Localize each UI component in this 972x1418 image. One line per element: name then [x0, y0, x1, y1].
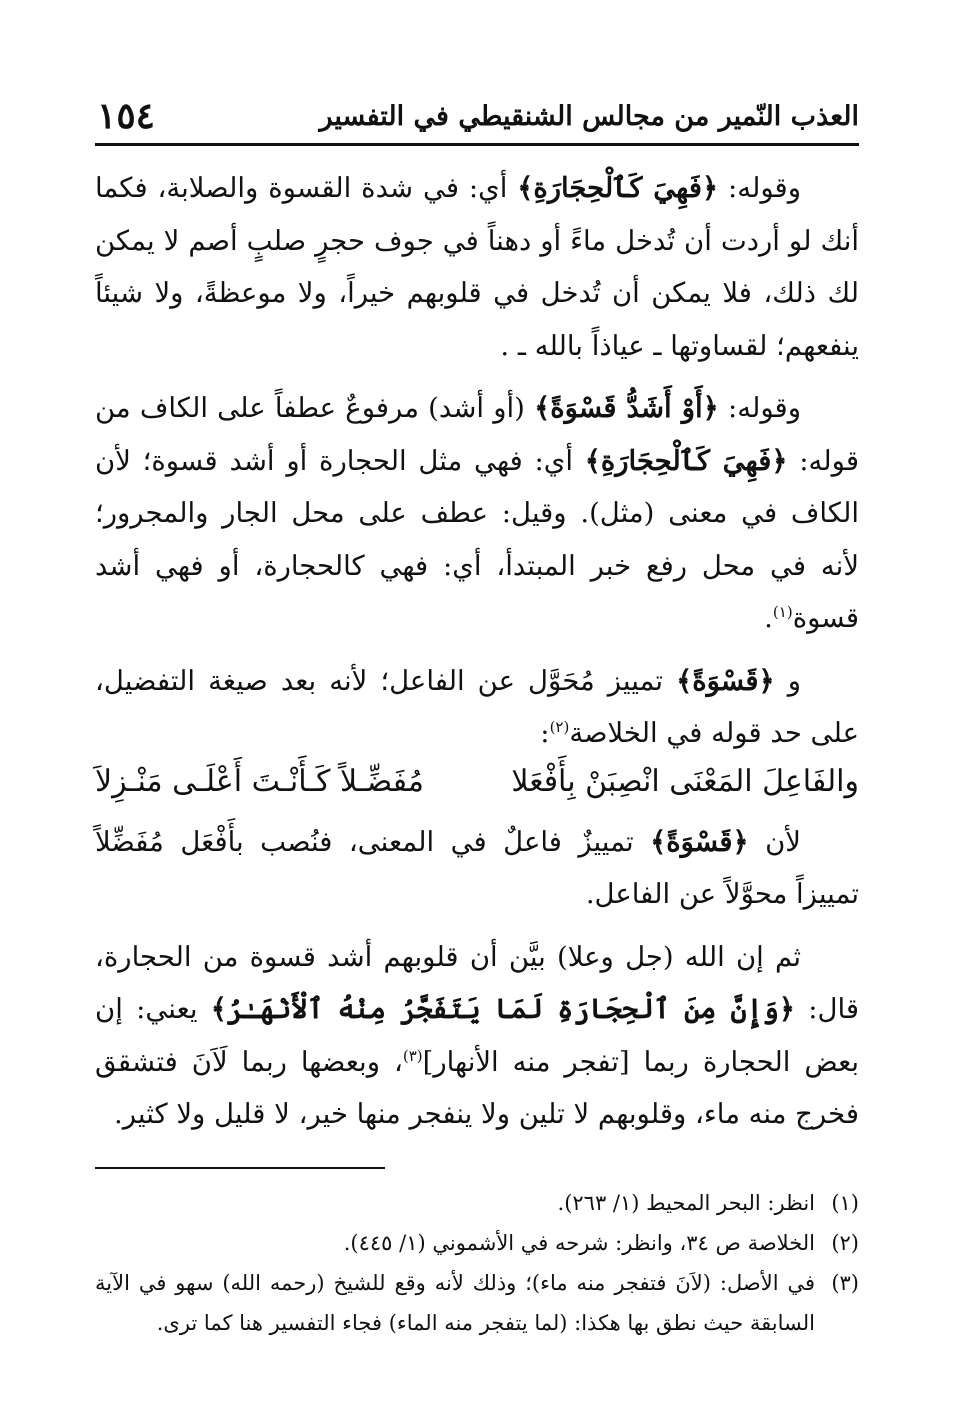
footnote-1	[95, 1183, 859, 1223]
text-run: :	[540, 717, 550, 749]
quran-quote: ﴿وَإِنَّ مِنَ ٱلْحِجَارَةِ لَمَا يَتَفَجَّرُ مِنْهُ ٱلْأَنْهَـٰرُ﴾	[210, 993, 795, 1025]
footnotes	[95, 1183, 859, 1343]
paragraph-1	[95, 162, 859, 372]
text-run: .	[764, 602, 773, 634]
text-run: وقوله:	[718, 172, 801, 204]
footnote-number: (٢)	[831, 1230, 859, 1255]
footnote-text: انظر: البحر المحيط (١/ ٢٦٣).	[557, 1190, 815, 1215]
verse-hemistich-second: مُفَضِّـلاً كَـأَنْـتَ أَعْلَـى مَنْـزِلاَ	[95, 763, 424, 799]
verse-hemistich-first: والفَاعِلَ المَعْنَى انْصِبَنْ بِأَفْعَلا	[511, 763, 859, 799]
poetry-verse	[95, 760, 859, 816]
paragraph-2	[95, 382, 859, 645]
footnote-marker[interactable]: (٢)	[549, 717, 570, 736]
text-run: (أو أشد) مرفوعٌ عطفاً على الكاف من قوله:	[95, 392, 859, 477]
text-run: ، وبعضها ربما لَاَنَ فتشقق فخرج منه ماء، وقلوبهم لا تلين ولا ينفجر منها خير، لا قليل ولا كثير.	[95, 1045, 859, 1130]
running-title: العذب النّمير من مجالس الشنقيطي في التفسير	[319, 101, 859, 132]
paragraph-3	[95, 655, 859, 760]
text-run: وقوله:	[718, 392, 801, 424]
book-page	[95, 95, 859, 1385]
footnote-number: (١)	[831, 1190, 859, 1215]
footnote-marker[interactable]: (٣)	[402, 1046, 423, 1065]
quran-quote: ﴿فَهِيَ كَٱلْحِجَارَةِ﴾	[517, 172, 719, 204]
footnote-number: (٣)	[831, 1270, 859, 1295]
footnote-text: الخلاصة ص ٣٤، وانظر: شرحه في الأشموني (١/ ٤٤٥).	[343, 1230, 815, 1255]
quran-quote: ﴿فَهِيَ كَٱلْحِجَارَةِ﴾	[584, 444, 788, 477]
footnote-3	[95, 1263, 859, 1343]
quran-quote: ﴿قَسْوَةً﴾	[650, 825, 749, 858]
paragraph-5	[95, 931, 859, 1141]
text-run: و	[774, 664, 801, 697]
footnote-2	[95, 1223, 859, 1263]
text-run: تمييز مُحَوَّل عن الفاعل؛ لأنه بعد صيغة التفضيل، على حد قوله في الخلاصة	[95, 664, 859, 749]
paragraph-4	[95, 816, 859, 921]
text-run: يعني: إن بعض الحجارة ربما [تفجر منه الأنهار]	[95, 993, 859, 1078]
text-run: لأن	[748, 825, 801, 858]
page-header	[95, 95, 859, 146]
text-run: تمييزٌ فاعلٌ في المعنى، فنُصب بأَفْعَل مُفَضِّلاً تمييزاً محوَّلاً عن الفاعل.	[95, 825, 859, 910]
text-run: أي: فهي مثل الحجارة أو أشد قسوة؛ لأن الكاف في معنى (مثل). وقيل: عطف على محل الجار والمجرور؛ لأنه في محل رفع خبر المبتدأ، أي: فهي كالحجارة، أو فهي أشد قسوة	[95, 444, 859, 634]
footnote-separator	[95, 1167, 385, 1169]
text-run: أي: في شدة القسوة والصلابة، فكما أنك لو أردت أن تُدخل ماءً أو دهناً في جوف حجرٍ صلبٍ أصم لا يمكن لك ذلك، فلا يمكن أن تُدخل في قلوبهم خيراً، ولا موعظةً، ولا شيئاً ينفعهم؛ لقساوتها ـ عياذاً بالله ـ .	[95, 172, 859, 362]
page-number: ١٥٤	[97, 95, 156, 137]
text-run: ثم إن الله (جل وعلا) بيَّن أن قلوبهم أشد قسوة من الحجارة، قال:	[95, 940, 859, 1025]
footnote-text: في الأصل: (لاَنَ فتفجر منه ماء)؛ وذلك لأنه وقع للشيخ (رحمه الله) سهو في الآية السابقة حيث نطق بها هكذا: (لما يتفجر منه الماء) فجاء التفسير هنا كما ترى.	[95, 1270, 815, 1335]
page-body	[95, 162, 859, 1343]
footnote-marker[interactable]: (١)	[772, 602, 793, 621]
quran-quote: ﴿أَوْ أَشَدُّ قَسْوَةً﴾	[534, 392, 719, 424]
quran-quote: ﴿قَسْوَةً﴾	[676, 664, 775, 697]
